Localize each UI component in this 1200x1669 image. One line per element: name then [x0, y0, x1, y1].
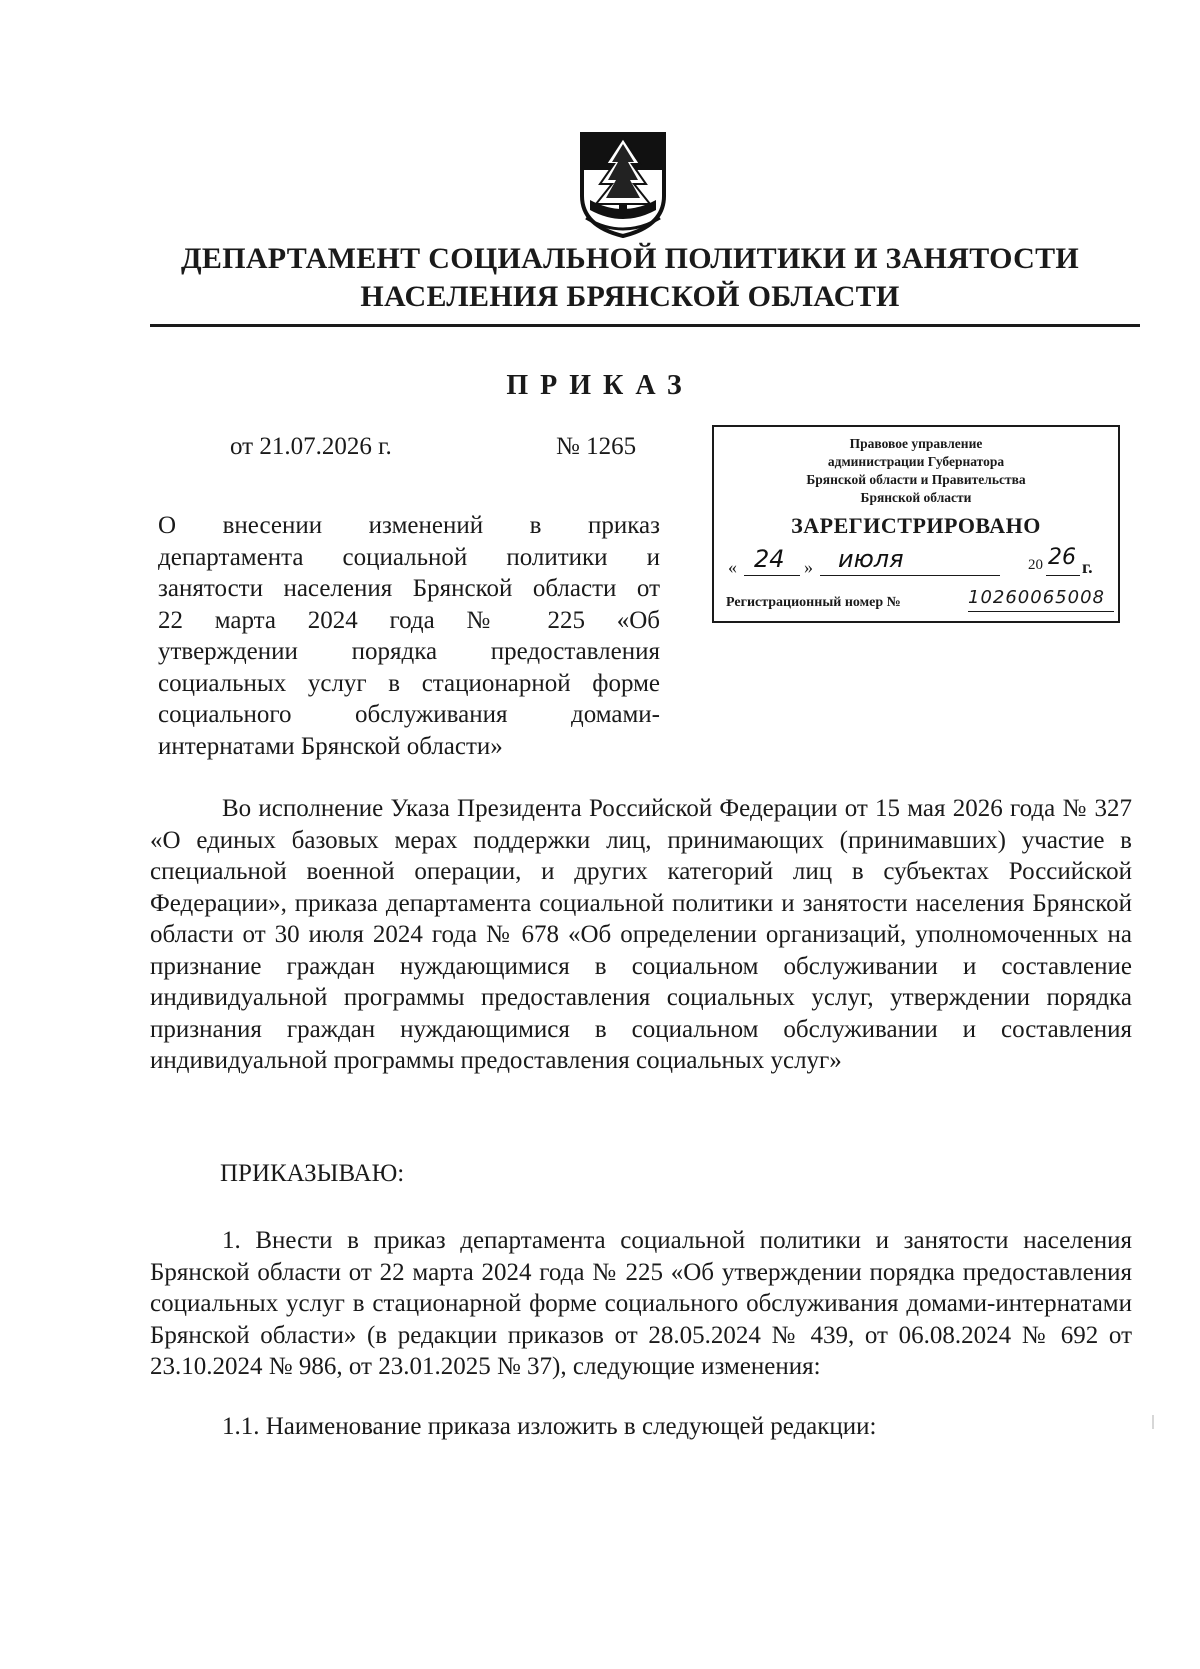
stamp-day: 24	[754, 545, 785, 573]
stamp-authority-line: Брянской области	[860, 490, 972, 505]
subject-line: социального обслуживания домами-	[158, 701, 660, 728]
stamp-day-underline	[744, 575, 800, 576]
department-title	[150, 240, 1110, 316]
stamp-year-tail: г.	[1082, 557, 1093, 577]
document-date: от 21.07.2026 г.	[230, 433, 392, 460]
department-title-line-1: ДЕПАРТАМЕНТ СОЦИАЛЬНОЙ ПОЛИТИКИ И ЗАНЯТОСТИ	[180, 242, 1080, 275]
stamp-year-suffix: 26	[1048, 545, 1076, 570]
stamp-month-underline	[820, 575, 1000, 576]
header-divider	[150, 324, 1140, 327]
document-kind-title: ПРИКАЗ	[506, 370, 694, 401]
stamp-close-quote: »	[804, 557, 813, 577]
order-item-1-1: 1.1. Наименование приказа изложить в следующей редакции:	[222, 1413, 877, 1440]
stamp-authority-line: Правовое управление	[849, 436, 983, 451]
document-number: № 1265	[556, 433, 637, 460]
stamp-registration-line	[722, 587, 1112, 615]
department-title-line-2: НАСЕЛЕНИЯ БРЯНСКОЙ ОБЛАСТИ	[360, 280, 900, 313]
order-item-1: 1. Внести в приказ департамента социальной политики и занятости населения Брянской области от 22 марта 2024 года № 225 «Об утверждении порядка предоставления социальных услуг в стационарной форме социального обслуживания домами-интернатами Брянской области» (в редакции приказов от 28.05.2024 № 439, от 06.08.2024 № 692 от 23.10.2024 № 986, от 23.01.2025 № 37), следующие изменения:	[150, 1227, 1132, 1380]
stamp-year-underline	[1046, 575, 1080, 576]
stamp-reg-label: Регистрационный номер №	[726, 595, 901, 610]
coat-of-arms-icon	[576, 130, 670, 238]
subject-line: 22 марта 2024 года № 225 «Об	[158, 606, 660, 634]
stamp-year-prefix: 20	[1028, 557, 1043, 573]
subject-line: интернатами Брянской области»	[158, 732, 503, 760]
stamp-authority-line: Брянской области и Правительства	[806, 472, 1026, 487]
subject-line: социальных услуг в стационарной форме	[158, 669, 660, 697]
subject-line: занятости населения Брянской области от	[158, 575, 660, 602]
scan-speck	[1152, 1415, 1154, 1429]
stamp-authority-line: администрации Губернатора	[827, 454, 1005, 469]
subject-line: утверждении порядка предоставления	[158, 638, 660, 665]
stamp-status: ЗАРЕГИСТРИРОВАНО	[791, 513, 1041, 538]
order-subject	[158, 510, 660, 762]
stamp-date-line	[728, 545, 1110, 579]
order-directive: ПРИКАЗЫВАЮ:	[220, 1160, 405, 1187]
stamp-reg-underline	[968, 611, 1114, 612]
preamble-paragraph: Во исполнение Указа Президента Российской Федерации от 15 мая 2026 года № 327 «О единых базовых мерах поддержки лиц, принимающих (принимавших) участие в специальной военной операции, и других категорий лиц в субъектах Российской Федерации», приказа департамента социальной политики и занятости населения Брянской области от 30 июля 2024 года № 678 «Об определении организаций, уполномоченных на признание граждан нуждающимися в социальном обслуживании и составление индивидуальной программы предоставления социальных услуг, утверждении порядка признания граждан нуждающимися в социальном обслуживании и составления индивидуальной программы предоставления социальных услуг»	[150, 795, 1132, 1074]
subject-line: департамента социальной политики и	[158, 543, 660, 571]
stamp-reg-number: 10260065008	[968, 587, 1105, 608]
stamp-authority	[714, 435, 1118, 507]
stamp-month: июля	[838, 545, 904, 573]
registration-stamp	[712, 425, 1120, 623]
stamp-open-quote: «	[728, 557, 737, 577]
subject-line: О внесении изменений в приказ	[158, 512, 660, 539]
